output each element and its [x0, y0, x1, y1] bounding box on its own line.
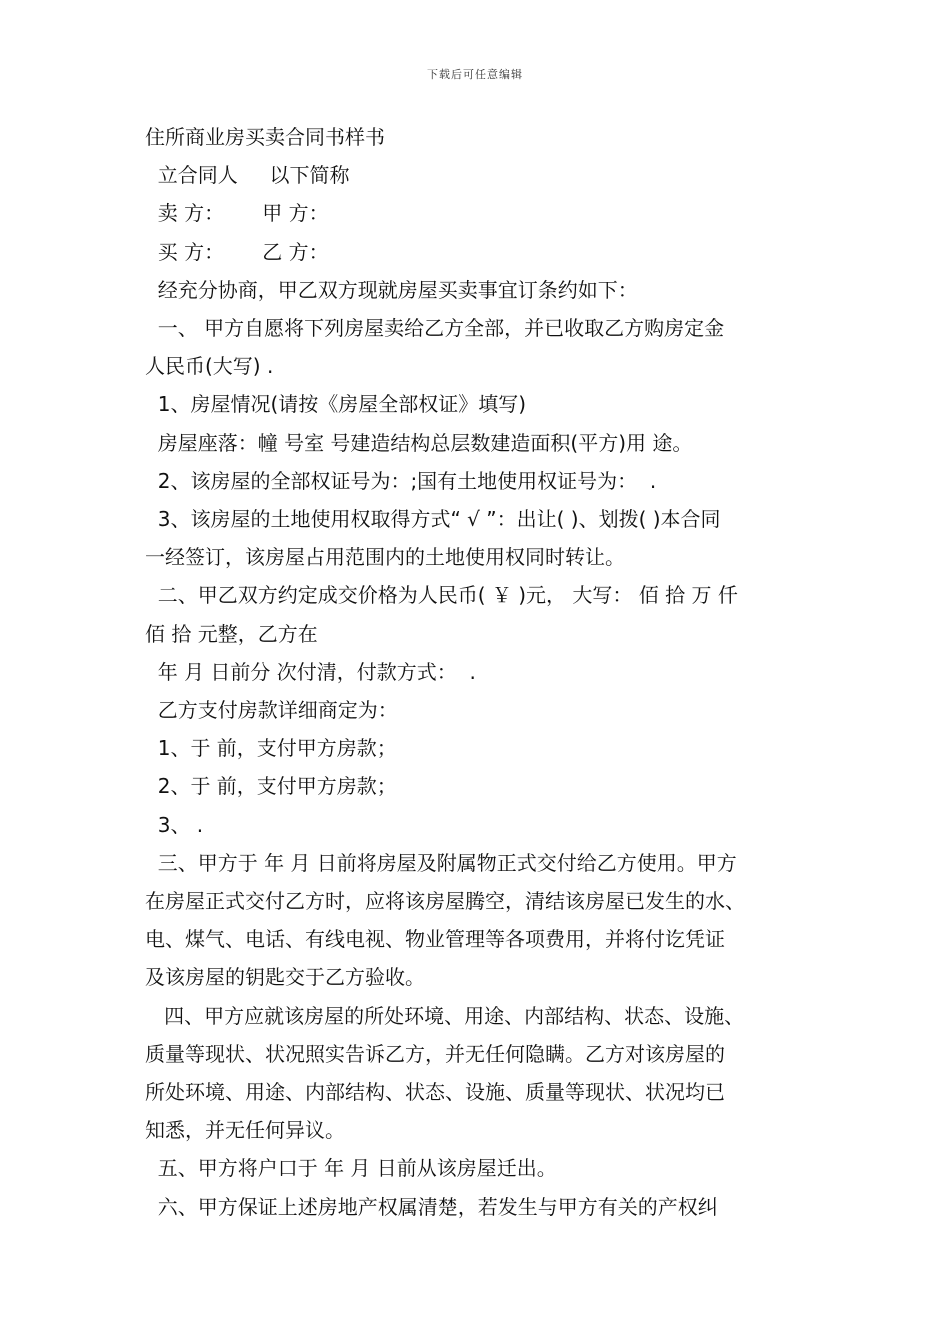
document-line: 一经签订，该房屋占用范围内的土地使用权同时转让。	[145, 545, 625, 570]
document-line: 2、该房屋的全部权证号为：;国有土地使用权证号为： .	[145, 468, 657, 493]
document-line: 电、煤气、电话、有线电视、物业管理等各项费用，并将付讫凭证	[145, 927, 725, 952]
document-line: 六、甲方保证上述房地产权属清楚，若发生与甲方有关的产权纠	[145, 1194, 718, 1219]
document-title: 住所商业房买卖合同书样书	[145, 125, 385, 149]
document-line: 所处环境、用途、内部结构、状态、设施、质量等现状、状况均已	[145, 1080, 725, 1105]
document-line: 人民币(大写) .	[145, 354, 274, 379]
document-line: 佰 拾 元整，乙方在	[145, 621, 318, 646]
document-line: 2、于 前，支付甲方房款；	[145, 774, 397, 799]
document-line: 一、 甲方自愿将下列房屋卖给乙方全部，并已收取乙方购房定金	[145, 316, 725, 341]
document-line: 质量等现状、状况照实告诉乙方，并无任何隐瞒。乙方对该房屋的	[145, 1041, 725, 1066]
document-line: 1、于 前，支付甲方房款；	[145, 736, 397, 761]
document-line: 三、甲方于 年 月 日前将房屋及附属物正式交付给乙方使用。甲方	[145, 850, 737, 875]
header-note: 下载后可任意编辑	[427, 68, 523, 81]
document-line: 房屋座落：幢 号室 号建造结构总层数建造面积(平方)用 途。	[145, 430, 693, 455]
document-line: 在房屋正式交付乙方时，应将该房屋腾空，清结该房屋已发生的水、	[145, 889, 745, 914]
document-body	[145, 118, 810, 1226]
document-line: 卖 方： 甲 方：	[145, 201, 329, 226]
document-line: 知悉，并无任何异议。	[145, 1118, 345, 1143]
document-line: 五、甲方将户口于 年 月 日前从该房屋迁出。	[145, 1156, 557, 1181]
document-line: 二、甲乙双方约定成交价格为人民币( ￥ )元， 大写： 佰 拾 万 仟	[145, 583, 738, 608]
document-line: 立合同人 以下简称	[145, 163, 350, 188]
document-line: 经充分协商，甲乙双方现就房屋买卖事宜订条约如下：	[145, 277, 638, 302]
document-line: 及该房屋的钥匙交于乙方验收。	[145, 965, 425, 990]
document-line: 年 月 日前分 次付清，付款方式： .	[145, 659, 476, 684]
document-line: 四、甲方应就该房屋的所处环境、用途、内部结构、状态、设施、	[145, 1003, 745, 1028]
document-line: 1、房屋情况(请按《房屋全部权证》填写)	[145, 392, 527, 417]
document-line: 3、该房屋的土地使用权取得方式“ √ ”：出让( )、划拨( )本合同	[145, 507, 721, 532]
document-line: 乙方支付房款详细商定为：	[145, 698, 398, 723]
document-line: 买 方： 乙 方：	[145, 239, 329, 264]
document-line: 3、 .	[145, 812, 204, 837]
